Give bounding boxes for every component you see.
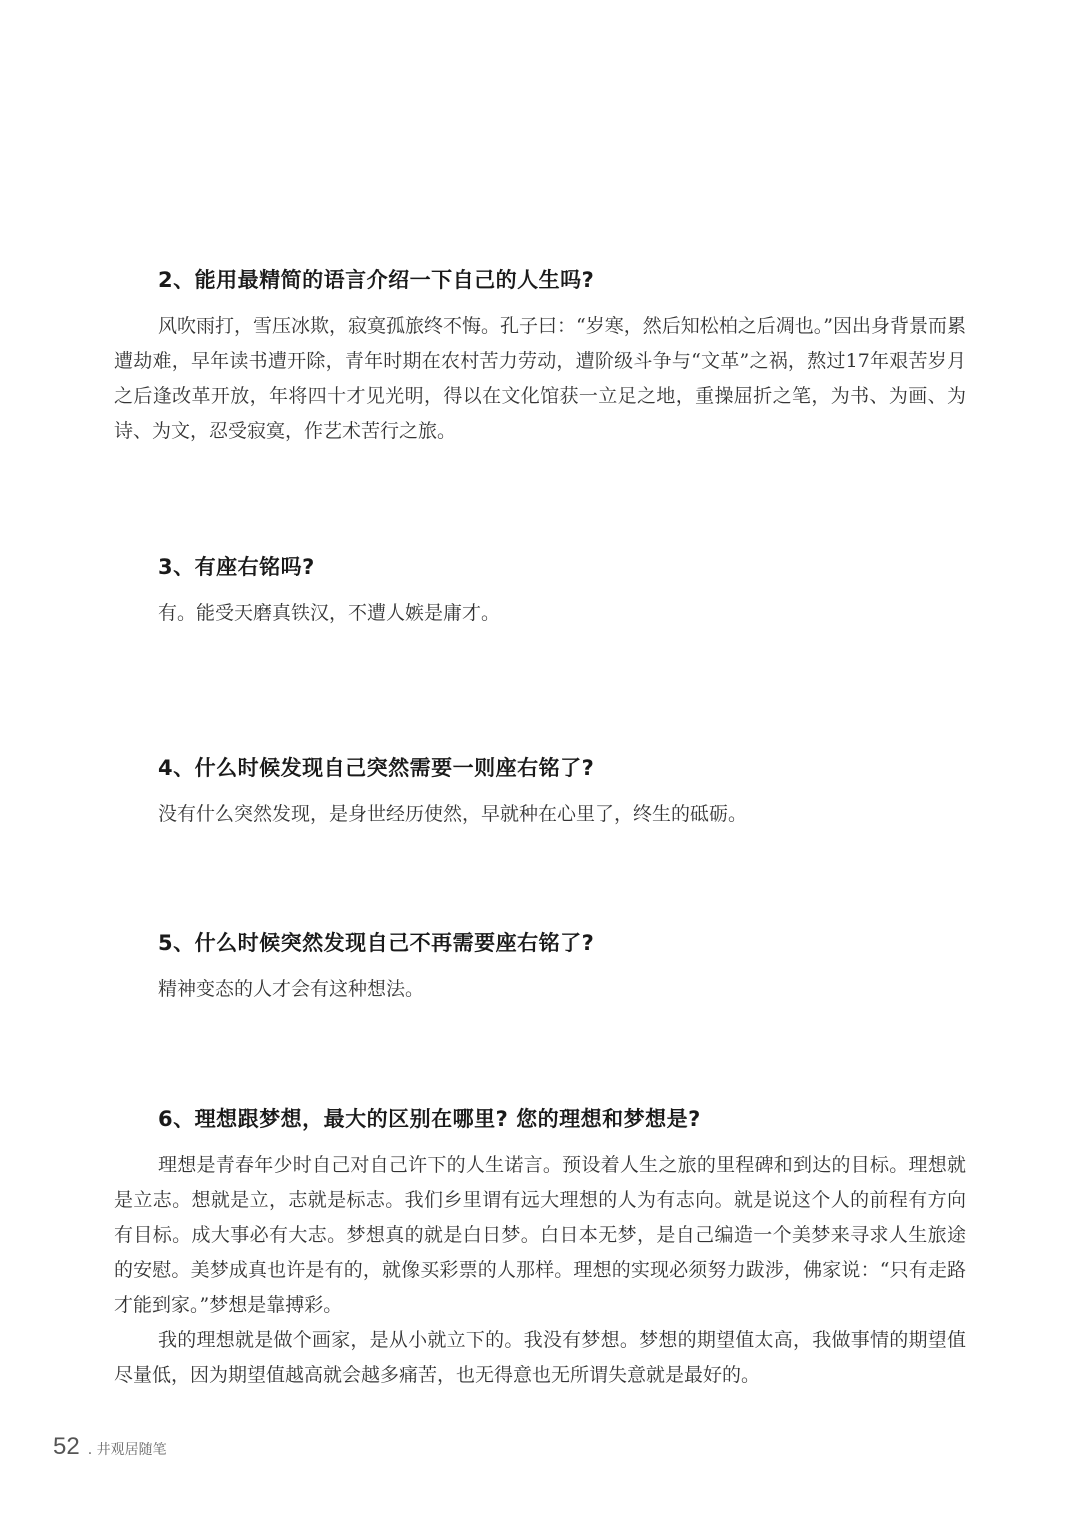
answer-paragraph: 没有什么突然发现，是身世经历使然，早就种在心里了，终生的砥砺。 bbox=[158, 803, 748, 825]
answer-paragraph: 有。能受天磨真铁汉，不遭人嫉是庸才。 bbox=[158, 602, 501, 624]
answer-paragraph: 我的理想就是做个画家，是从小就立下的。我没有梦想。梦想的期望值太高，我做事情的期望值尽量低，因为期望值越高就会越多痛苦，也无得意也无所谓失意就是最好的。 bbox=[114, 1329, 966, 1386]
qa-section-2 bbox=[114, 265, 966, 449]
question-heading: 4、什么时候发现自己突然需要一则座右铭了? bbox=[158, 756, 595, 780]
page-footer bbox=[53, 1432, 167, 1462]
question-heading: 5、什么时候突然发现自己不再需要座右铭了? bbox=[158, 931, 595, 955]
qa-section-5 bbox=[114, 928, 966, 1007]
answer-paragraph: 理想是青春年少时自己对自己许下的人生诺言。预设着人生之旅的里程碑和到达的目标。理想就是立志。想就是立，志就是标志。我们乡里谓有远大理想的人为有志向。就是说这个人的前程有方向有目标。成大事必有大志。梦想真的就是白日梦。白日本无梦，是自己编造一个美梦来寻求人生旅途的安慰。美梦成真也许是有的，就像买彩票的人那样。理想的实现必须努力跋涉，佛家说：“只有走路才能到家。”梦想是靠搏彩。 bbox=[114, 1154, 966, 1316]
question-heading: 2、能用最精简的语言介绍一下自己的人生吗? bbox=[158, 268, 595, 292]
qa-section-3 bbox=[114, 552, 966, 631]
running-title: . 井观居随笔 bbox=[87, 1442, 167, 1458]
answer-paragraph: 精神变态的人才会有这种想法。 bbox=[158, 978, 425, 1000]
question-heading: 6、理想跟梦想，最大的区别在哪里? 您的理想和梦想是? bbox=[158, 1107, 701, 1131]
qa-section-6 bbox=[114, 1104, 966, 1393]
qa-section-4 bbox=[114, 753, 966, 832]
page-number: 52 bbox=[53, 1433, 80, 1460]
answer-paragraph: 风吹雨打，雪压冰欺，寂寞孤旅终不悔。孔子曰：“岁寒，然后知松柏之后凋也。”因出身背景而累遭劫难，早年读书遭开除，青年时期在农村苦力劳动，遭阶级斗争与“文革”之祸，熬过17年艰苦岁月之后逢改革开放，年将四十才见光明，得以在文化馆获一立足之地，重操屈折之笔，为书、为画、为诗、为文，忍受寂寞，作艺术苦行之旅。 bbox=[114, 315, 966, 442]
question-heading: 3、有座右铭吗? bbox=[158, 555, 315, 579]
